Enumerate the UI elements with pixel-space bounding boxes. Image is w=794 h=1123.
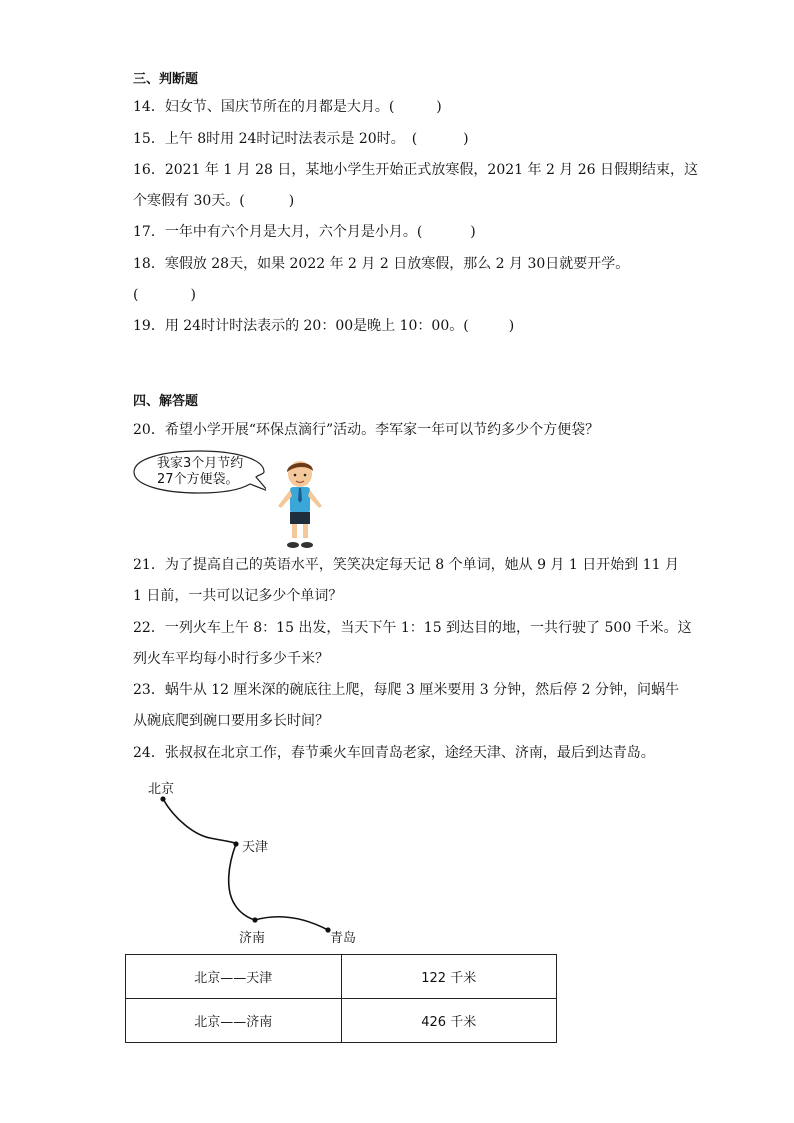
table-cell-route: 北京——天津 bbox=[126, 955, 342, 999]
question-21-line2: 1 日前，一共可以记多少个单词？ bbox=[133, 588, 343, 604]
section-title-judgement: 三、判断题 bbox=[133, 72, 199, 87]
table-cell-distance: 426 千米 bbox=[341, 999, 557, 1043]
question-23-line1: 23．蜗牛从 12 厘米深的碗底往上爬，每爬 3 厘米要用 3 分钟，然后停 2 分钟，问蜗牛 bbox=[133, 682, 679, 698]
table-row bbox=[126, 999, 557, 1043]
city-label-beijing: 北京 bbox=[148, 782, 175, 797]
table-row bbox=[126, 955, 557, 999]
question-22-line2: 列火车平均每小时行多少千米？ bbox=[133, 651, 329, 667]
question-14: 14．妇女节、国庆节所在的月都是大月。( ) bbox=[133, 99, 442, 115]
question-18-line2: ( ) bbox=[133, 287, 196, 303]
city-label-tianjin: 天津 bbox=[242, 840, 269, 855]
city-label-qingdao: 青岛 bbox=[330, 931, 357, 946]
question-22-line1: 22．一列火车上午 8：15 出发，当天下午 1：15 到达目的地，一共行驶了 500 千米。这 bbox=[133, 620, 692, 636]
question-20: 20．希望小学开展“环保点滴行”活动。李军家一年可以节约多少个方便袋？ bbox=[133, 422, 600, 438]
route-tianjin-jinan bbox=[229, 844, 255, 920]
question-18-line1: 18．寒假放 28天，如果 2022 年 2 月 2 日放寒假，那么 2 月 30日就要开学。 bbox=[133, 256, 630, 272]
route-map bbox=[140, 770, 380, 950]
boy-illustration-icon bbox=[270, 458, 330, 550]
distance-table bbox=[125, 954, 557, 1043]
route-jinan-qingdao bbox=[255, 917, 328, 930]
route-beijing-tianjin bbox=[163, 799, 236, 844]
question-17: 17．一年中有六个月是大月，六个月是小月。( ) bbox=[133, 224, 476, 240]
question-16-line1: 16．2021 年 1 月 28 日，某地小学生开始正式放寒假，2021 年 2 月 26 日假期结束，这 bbox=[133, 162, 699, 178]
question-19: 19．用 24时计时法表示的 20：00是晚上 10：00。( ) bbox=[133, 318, 515, 334]
city-label-jinan: 济南 bbox=[239, 931, 266, 946]
question-16-line2: 个寒假有 30天。( ) bbox=[133, 193, 295, 209]
city-dot-beijing bbox=[160, 796, 165, 801]
table-cell-distance: 122 千米 bbox=[341, 955, 557, 999]
question-23-line2: 从碗底爬到碗口要用多长时间？ bbox=[133, 713, 329, 729]
question-24: 24．张叔叔在北京工作，春节乘火车回青岛老家，途经天津、济南，最后到达青岛。 bbox=[133, 745, 655, 761]
question-15: 15．上午 8时用 24时记时法表示是 20时。 ( ) bbox=[133, 131, 469, 147]
table-cell-route: 北京——济南 bbox=[126, 999, 342, 1043]
question-21-line1: 21．为了提高自己的英语水平，笑笑决定每天记 8 个单词，她从 9 月 1 日开始到 11 月 bbox=[133, 557, 679, 573]
city-dot-tianjin bbox=[233, 841, 238, 846]
city-dot-jinan bbox=[252, 917, 257, 922]
section-title-solve: 四、解答题 bbox=[133, 394, 199, 409]
speech-bubble-text: 我家3个月节约 27个方便袋。 bbox=[157, 456, 244, 487]
